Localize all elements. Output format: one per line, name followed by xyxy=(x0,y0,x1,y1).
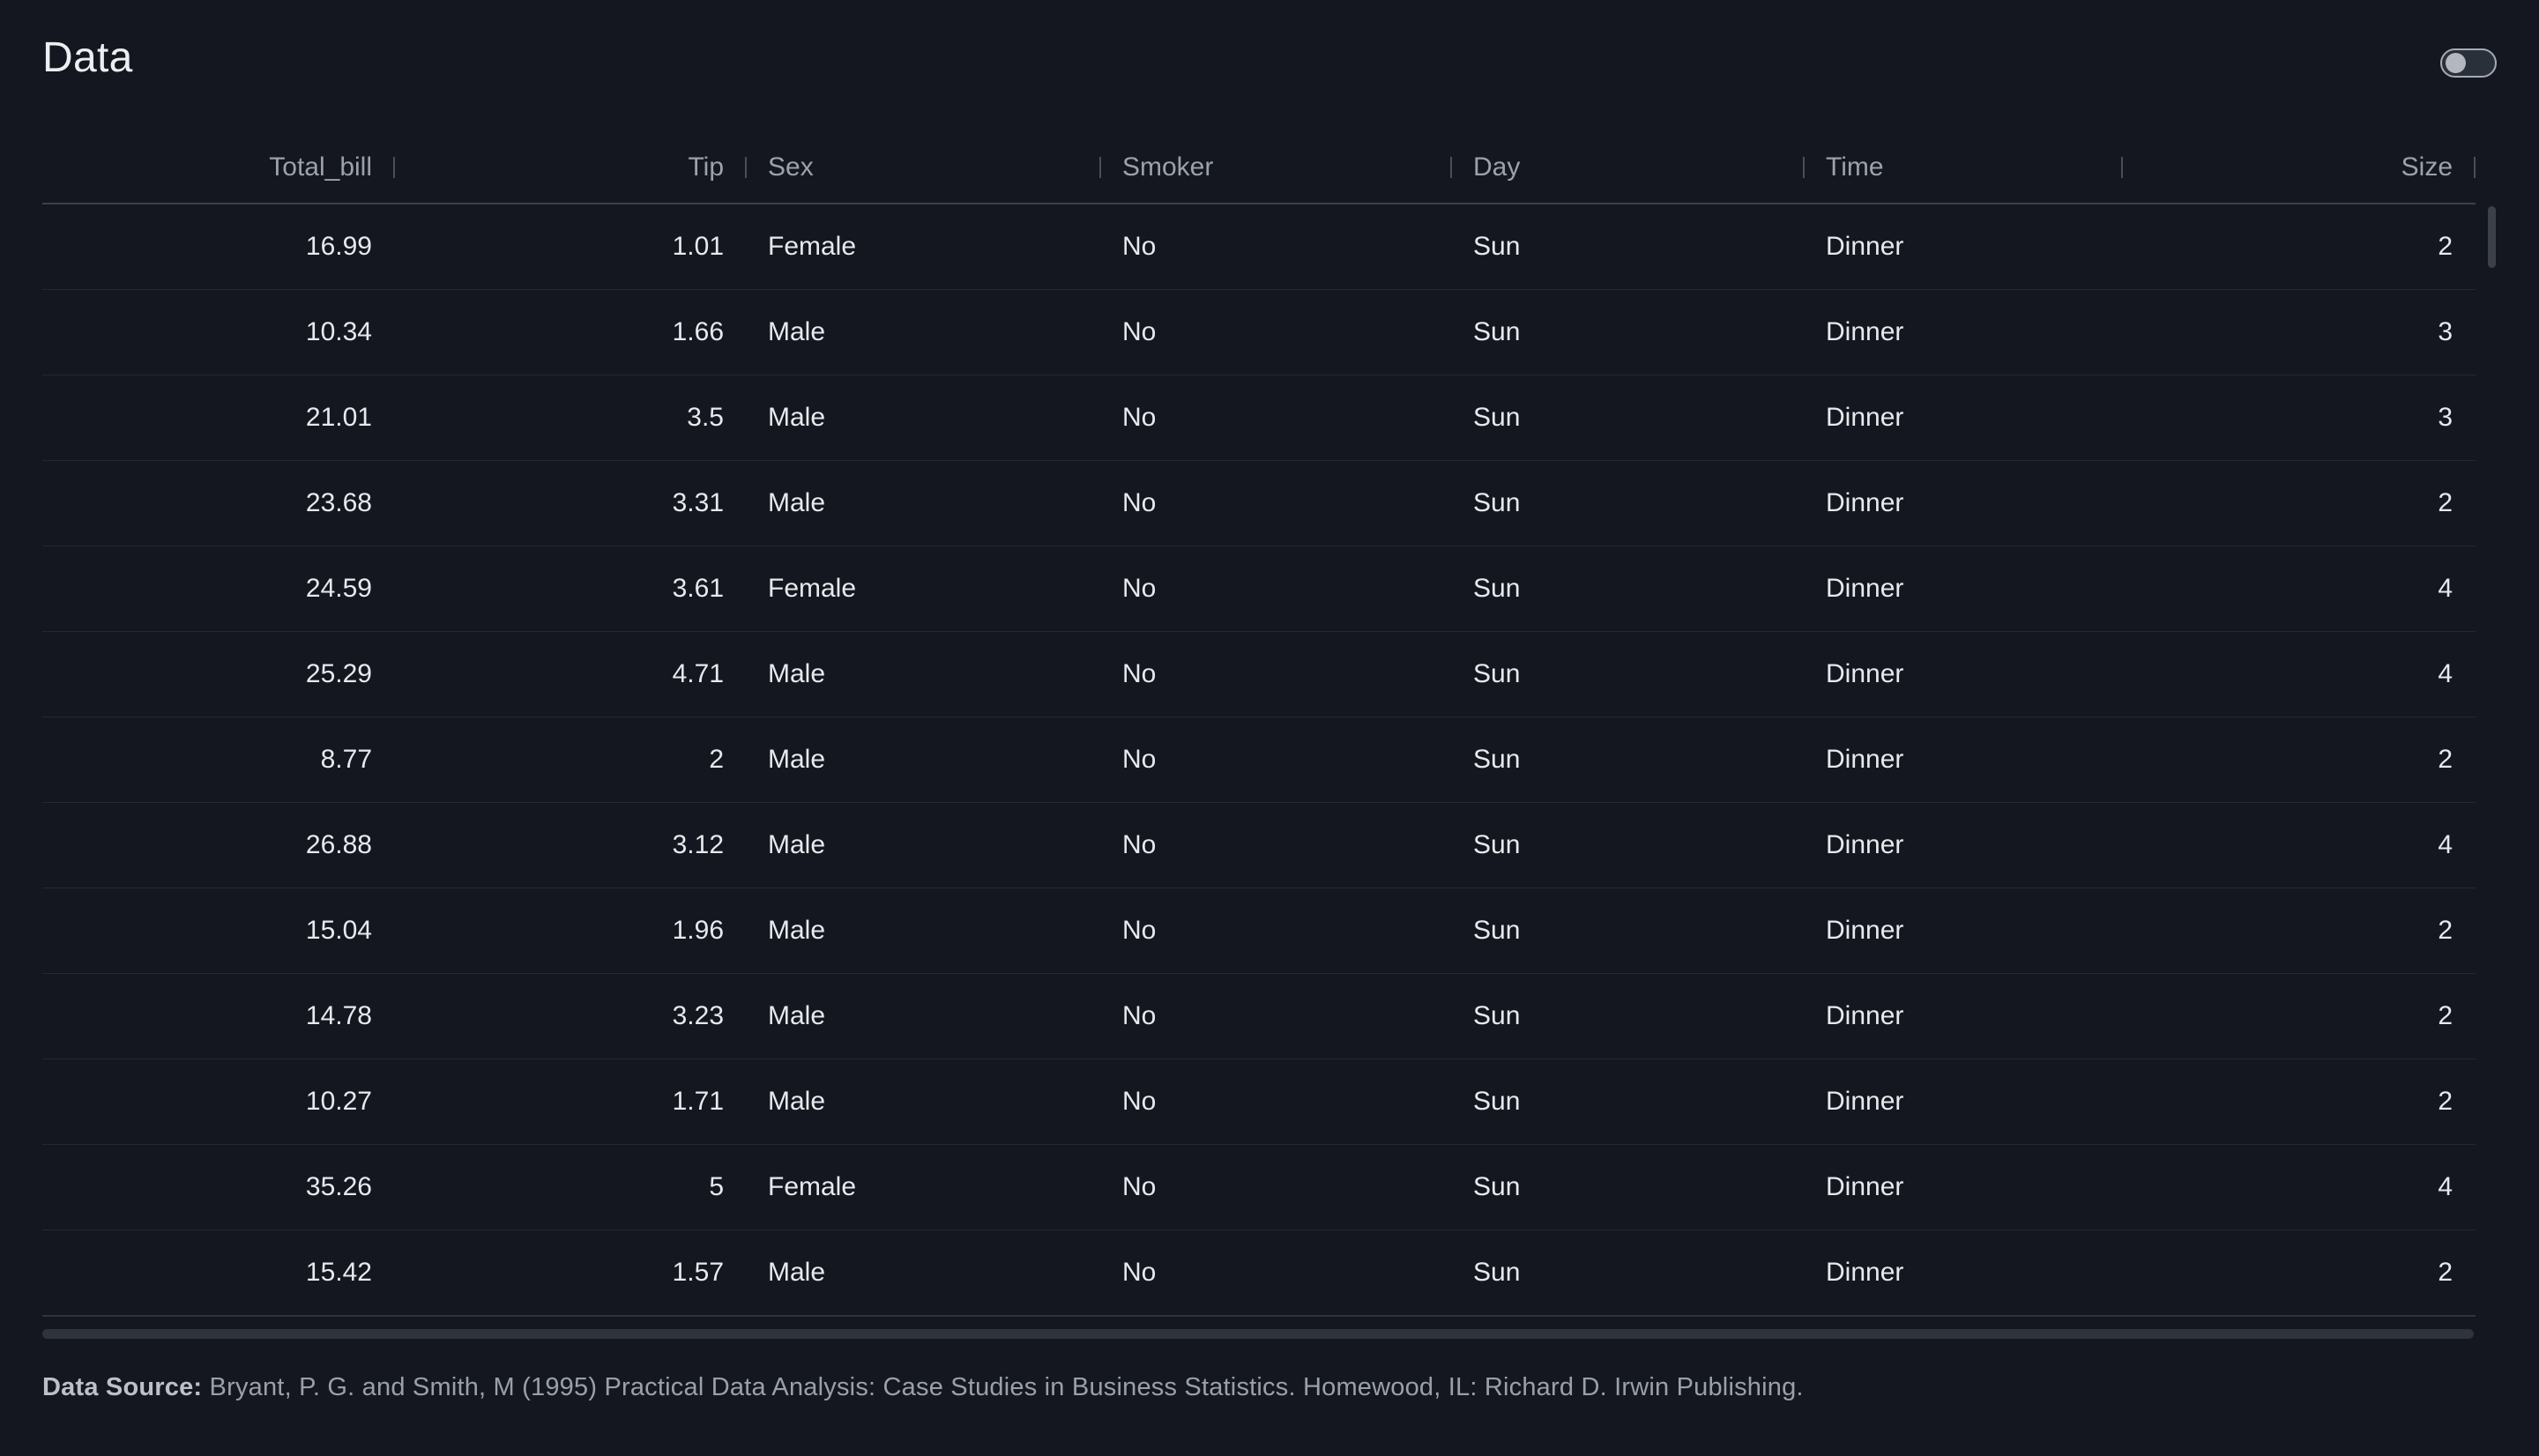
table-row xyxy=(42,717,2476,803)
cell-day: Sun xyxy=(1473,659,1521,688)
cell-size: 2 xyxy=(2438,745,2453,774)
column-header-size[interactable] xyxy=(2123,132,2476,203)
cell-time: Dinner xyxy=(1826,830,1904,859)
cell-size: 2 xyxy=(2438,232,2453,261)
cell-day: Sun xyxy=(1473,488,1521,517)
cell-tip: 3.61 xyxy=(672,574,724,603)
table-row xyxy=(42,375,2476,461)
cell-day: Sun xyxy=(1473,403,1521,432)
cell-size: 2 xyxy=(2438,1258,2453,1287)
cell-total_bill: 24.59 xyxy=(305,574,372,603)
column-header-label-total_bill: Total_bill xyxy=(269,152,372,182)
page-title: Data xyxy=(42,34,133,81)
column-header-label-day: Day xyxy=(1473,152,1521,182)
cell-day: Sun xyxy=(1473,830,1521,859)
cell-size: 2 xyxy=(2438,488,2453,517)
cell-smoker: No xyxy=(1122,1258,1157,1287)
cell-sex: Female xyxy=(768,574,857,603)
column-header-time[interactable] xyxy=(1805,132,2123,203)
cell-smoker: No xyxy=(1122,488,1157,517)
horizontal-scrollbar[interactable] xyxy=(42,1329,2474,1339)
cell-day: Sun xyxy=(1473,1258,1521,1287)
cell-tip: 3.31 xyxy=(672,488,724,517)
column-header-label-tip: Tip xyxy=(688,152,724,182)
table-body xyxy=(42,204,2476,1317)
theme-toggle[interactable] xyxy=(2440,48,2497,78)
cell-time: Dinner xyxy=(1826,1087,1904,1116)
cell-tip: 3.5 xyxy=(687,403,724,432)
cell-total_bill: 15.04 xyxy=(305,916,372,945)
cell-size: 2 xyxy=(2438,916,2453,945)
toggle-knob-icon xyxy=(2446,53,2466,73)
column-header-total_bill[interactable] xyxy=(42,132,395,203)
table-row xyxy=(42,290,2476,375)
cell-total_bill: 10.27 xyxy=(305,1087,372,1116)
cell-day: Sun xyxy=(1473,916,1521,945)
cell-sex: Male xyxy=(768,1001,826,1030)
cell-time: Dinner xyxy=(1826,488,1904,517)
column-header-day[interactable] xyxy=(1452,132,1805,203)
column-header-label-sex: Sex xyxy=(768,152,814,182)
cell-time: Dinner xyxy=(1826,659,1904,688)
cell-time: Dinner xyxy=(1826,745,1904,774)
cell-tip: 3.23 xyxy=(672,1001,724,1030)
table-row xyxy=(42,888,2476,974)
column-header-sex[interactable] xyxy=(747,132,1101,203)
table-row xyxy=(42,803,2476,888)
data-source-note xyxy=(42,1371,2493,1405)
cell-tip: 1.66 xyxy=(672,317,724,346)
cell-time: Dinner xyxy=(1826,232,1904,261)
vertical-scrollbar-thumb[interactable] xyxy=(2488,206,2496,268)
column-header-smoker[interactable] xyxy=(1101,132,1452,203)
cell-day: Sun xyxy=(1473,574,1521,603)
cell-sex: Male xyxy=(768,317,826,346)
cell-day: Sun xyxy=(1473,1172,1521,1201)
cell-tip: 1.01 xyxy=(672,232,724,261)
cell-day: Sun xyxy=(1473,745,1521,774)
cell-size: 4 xyxy=(2438,574,2453,603)
cell-sex: Male xyxy=(768,916,826,945)
table-header-row xyxy=(42,132,2476,204)
cell-smoker: No xyxy=(1122,403,1157,432)
cell-size: 4 xyxy=(2438,1172,2453,1201)
table-row xyxy=(42,1059,2476,1145)
column-divider-pipe xyxy=(2474,157,2476,178)
cell-total_bill: 35.26 xyxy=(305,1172,372,1201)
column-header-label-smoker: Smoker xyxy=(1122,152,1214,182)
cell-day: Sun xyxy=(1473,232,1521,261)
cell-smoker: No xyxy=(1122,1001,1157,1030)
cell-time: Dinner xyxy=(1826,1001,1904,1030)
cell-smoker: No xyxy=(1122,916,1157,945)
cell-total_bill: 26.88 xyxy=(305,830,372,859)
cell-sex: Male xyxy=(768,488,826,517)
cell-smoker: No xyxy=(1122,745,1157,774)
table-row xyxy=(42,1230,2476,1317)
table-row xyxy=(42,461,2476,546)
cell-sex: Male xyxy=(768,830,826,859)
cell-size: 4 xyxy=(2438,659,2453,688)
cell-smoker: No xyxy=(1122,1087,1157,1116)
cell-tip: 5 xyxy=(709,1172,724,1201)
cell-sex: Female xyxy=(768,1172,857,1201)
table-row xyxy=(42,204,2476,290)
cell-size: 3 xyxy=(2438,317,2453,346)
cell-total_bill: 16.99 xyxy=(305,232,372,261)
cell-tip: 1.71 xyxy=(672,1087,724,1116)
cell-smoker: No xyxy=(1122,232,1157,261)
cell-size: 2 xyxy=(2438,1087,2453,1116)
cell-sex: Male xyxy=(768,1258,826,1287)
table-row xyxy=(42,1145,2476,1230)
cell-total_bill: 14.78 xyxy=(305,1001,372,1030)
cell-smoker: No xyxy=(1122,659,1157,688)
cell-day: Sun xyxy=(1473,1087,1521,1116)
cell-smoker: No xyxy=(1122,1172,1157,1201)
table-row xyxy=(42,974,2476,1059)
cell-time: Dinner xyxy=(1826,916,1904,945)
data-source-label: Data Source: xyxy=(42,1373,203,1401)
cell-tip: 3.12 xyxy=(672,830,724,859)
cell-tip: 1.96 xyxy=(672,916,724,945)
cell-time: Dinner xyxy=(1826,1258,1904,1287)
table-row xyxy=(42,632,2476,717)
cell-total_bill: 21.01 xyxy=(305,403,372,432)
cell-size: 2 xyxy=(2438,1001,2453,1030)
cell-tip: 4.71 xyxy=(672,659,724,688)
cell-total_bill: 8.77 xyxy=(320,745,372,774)
cell-day: Sun xyxy=(1473,1001,1521,1030)
column-header-tip[interactable] xyxy=(395,132,747,203)
cell-tip: 2 xyxy=(709,745,724,774)
cell-time: Dinner xyxy=(1826,403,1904,432)
cell-size: 3 xyxy=(2438,403,2453,432)
cell-smoker: No xyxy=(1122,574,1157,603)
cell-time: Dinner xyxy=(1826,1172,1904,1201)
cell-sex: Female xyxy=(768,232,857,261)
cell-sex: Male xyxy=(768,745,826,774)
data-table xyxy=(42,132,2476,1317)
cell-total_bill: 25.29 xyxy=(305,659,372,688)
cell-day: Sun xyxy=(1473,317,1521,346)
cell-time: Dinner xyxy=(1826,574,1904,603)
cell-tip: 1.57 xyxy=(672,1258,724,1287)
cell-total_bill: 15.42 xyxy=(305,1258,372,1287)
cell-time: Dinner xyxy=(1826,317,1904,346)
cell-sex: Male xyxy=(768,659,826,688)
cell-sex: Male xyxy=(768,403,826,432)
column-header-label-time: Time xyxy=(1826,152,1884,182)
table-row xyxy=(42,546,2476,632)
data-source-text: Bryant, P. G. and Smith, M (1995) Practical Data Analysis: Case Studies in Business Statistics. Homewood, IL: Richard D. Irwin Publishing. xyxy=(202,1373,1804,1401)
column-header-label-size: Size xyxy=(2401,152,2453,182)
cell-sex: Male xyxy=(768,1087,826,1116)
cell-size: 4 xyxy=(2438,830,2453,859)
cell-total_bill: 10.34 xyxy=(305,317,372,346)
cell-smoker: No xyxy=(1122,317,1157,346)
cell-smoker: No xyxy=(1122,830,1157,859)
cell-total_bill: 23.68 xyxy=(305,488,372,517)
